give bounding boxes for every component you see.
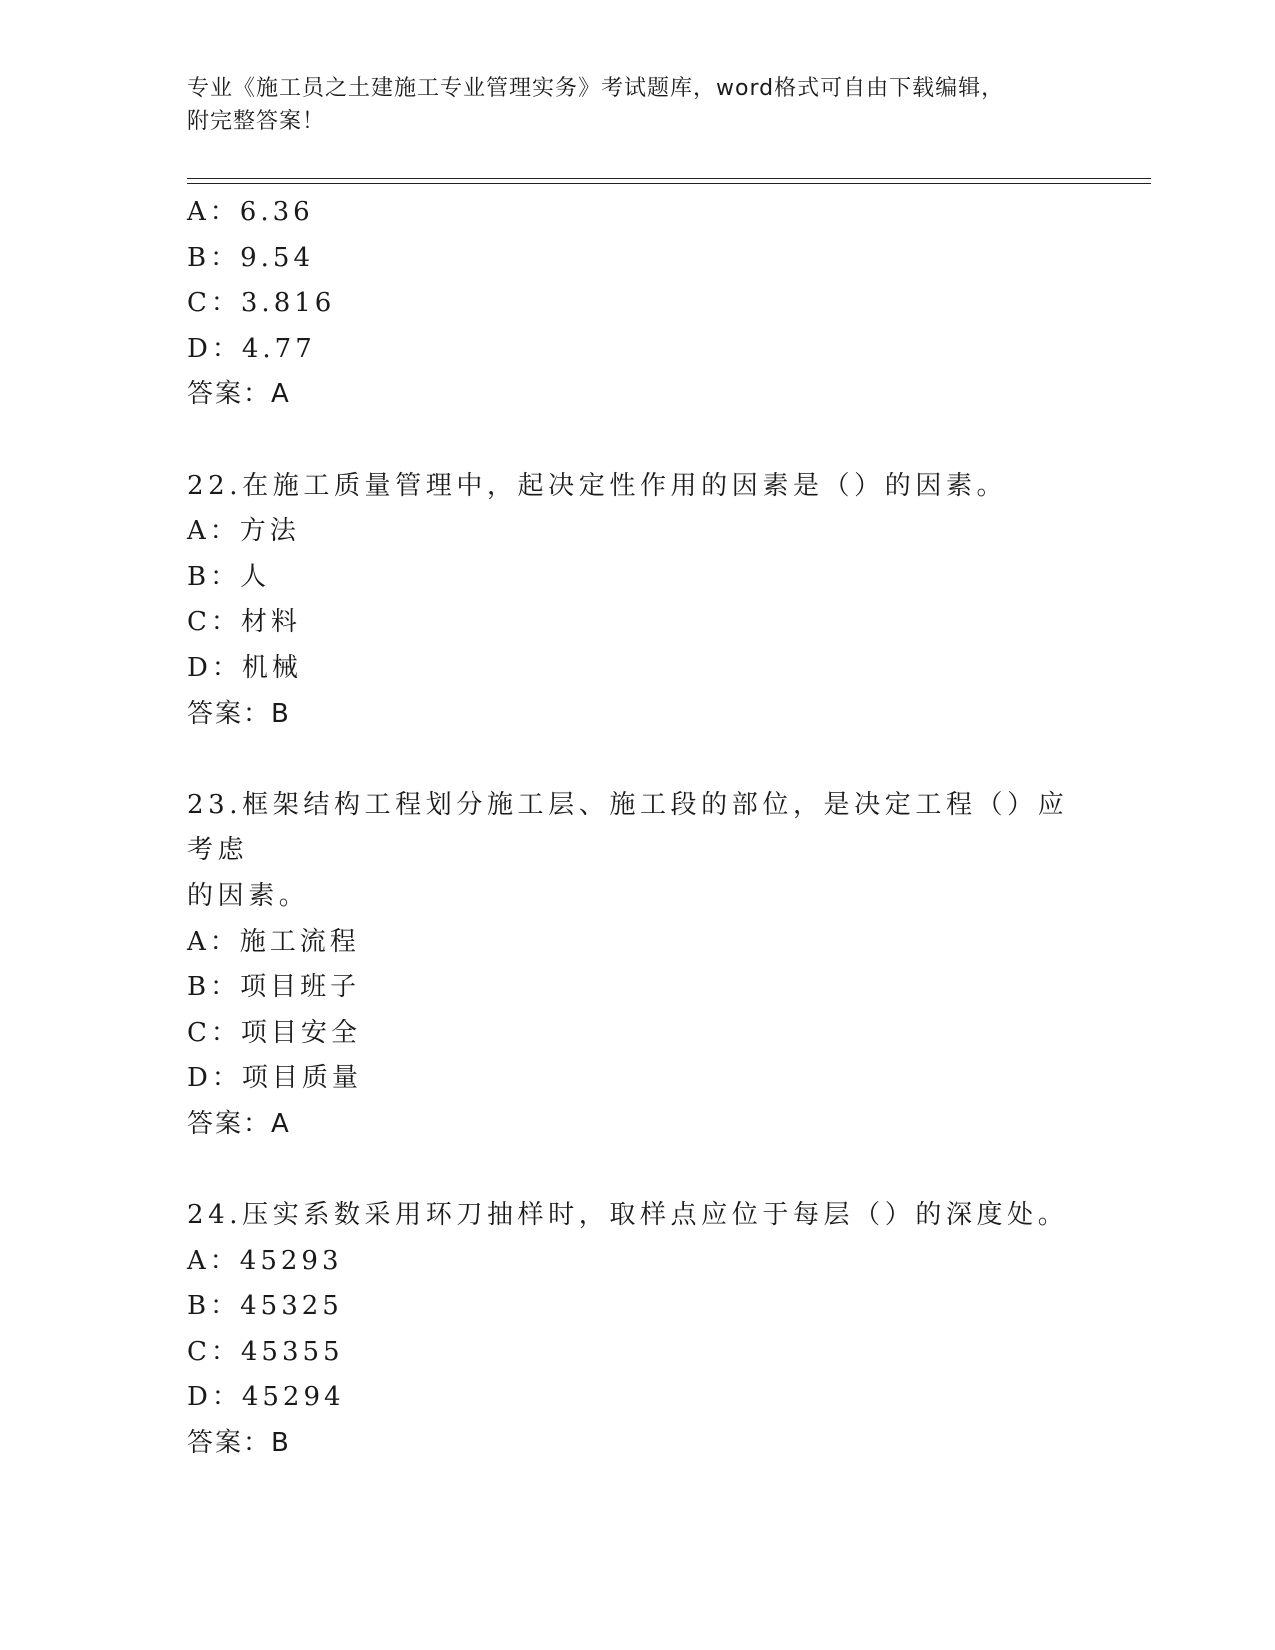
header-line-1: 专业《施工员之土建施工专业管理实务》考试题库，word格式可自由下载编辑， (187, 76, 1005, 101)
question-text-line-1: 23.框架结构工程划分施工层、施工段的部位，是决定工程（）应考虑 (187, 789, 1069, 866)
option-a: A：6.36 (187, 197, 314, 227)
header-rule-bottom (187, 183, 1151, 184)
question-block-21 (187, 190, 1087, 418)
option-c: C：3.816 (187, 288, 336, 319)
answer-line: 答案：B (187, 1428, 291, 1459)
block-spacer (187, 737, 1087, 783)
option-b: B：9.54 (187, 242, 314, 273)
question-list (187, 190, 1087, 1467)
question-block-23 (187, 783, 1087, 1148)
answer-line: 答案：B (187, 698, 291, 729)
block-spacer (187, 418, 1087, 464)
question-text: 22.在施工质量管理中，起决定性作用的因素是（）的因素。 (187, 470, 1008, 501)
option-c: C：材料 (187, 607, 301, 638)
option-a: A：施工流程 (187, 926, 360, 957)
option-d: D：机械 (187, 652, 302, 683)
question-block-22 (187, 464, 1087, 738)
header-line-2: 附完整答案！ (187, 109, 326, 134)
document-header (187, 72, 1087, 138)
option-b: B：项目班子 (187, 972, 361, 1003)
option-a: A：方法 (187, 516, 300, 547)
option-c: C：45355 (187, 1336, 344, 1367)
option-b: B：45325 (187, 1291, 343, 1322)
block-spacer (187, 1147, 1087, 1193)
option-d: D：45294 (187, 1382, 345, 1413)
question-text: 24.压实系数采用环刀抽样时，取样点应位于每层（）的深度处。 (187, 1200, 1069, 1231)
option-b: B：人 (187, 561, 271, 592)
question-text-line-2: 的因素。 (187, 880, 310, 911)
option-a: A：45293 (187, 1245, 343, 1276)
answer-line: 答案：A (187, 379, 291, 410)
question-block-24 (187, 1193, 1087, 1467)
option-c: C：项目安全 (187, 1017, 361, 1048)
header-rule-top (187, 178, 1151, 179)
answer-line: 答案：A (187, 1108, 291, 1139)
option-d: D：项目质量 (187, 1063, 362, 1094)
option-d: D：4.77 (187, 333, 316, 364)
